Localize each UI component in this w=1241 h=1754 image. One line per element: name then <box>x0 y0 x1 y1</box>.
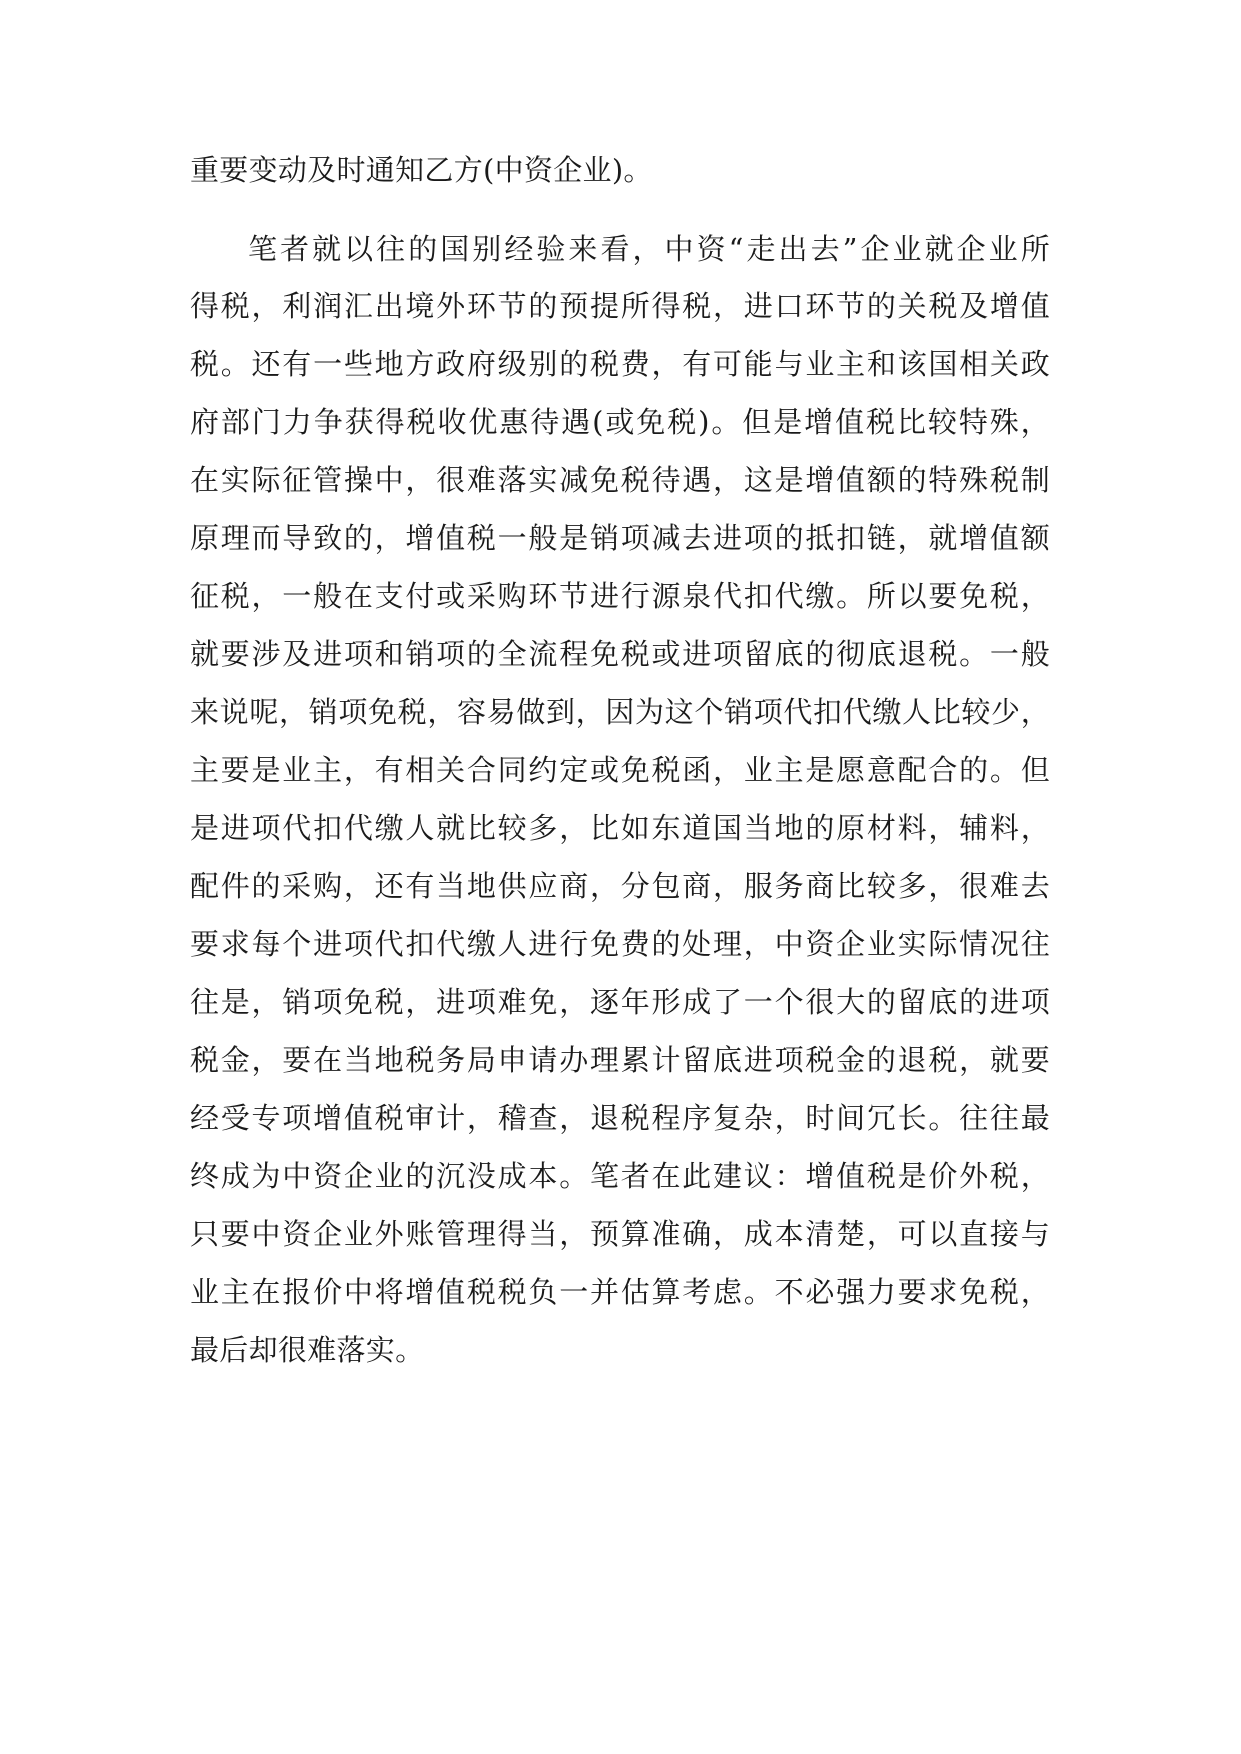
text-line: 终成为中资企业的沉没成本。笔者在此建议：增值税是价外税， <box>190 1159 1050 1193</box>
text-line: 只要中资企业外账管理得当，预算准确，成本清楚，可以直接与 <box>190 1217 1050 1251</box>
text-line: 是进项代扣代缴人就比较多，比如东道国当地的原材料，辅料， <box>190 811 1050 845</box>
text-line: 要求每个进项代扣代缴人进行免费的处理，中资企业实际情况往 <box>190 927 1050 961</box>
text-line: 经受专项增值税审计，稽查，退税程序复杂，时间冗长。往往最 <box>190 1101 1050 1135</box>
text-line: 业主在报价中将增值税税负一并估算考虑。不必强力要求免税， <box>190 1275 1050 1309</box>
text-line: 最后却很难落实。 <box>190 1333 425 1367</box>
text-line: 税。还有一些地方政府级别的税费，有可能与业主和该国相关政 <box>190 347 1050 381</box>
text-line: 主要是业主，有相关合同约定或免税函，业主是愿意配合的。但 <box>190 753 1050 787</box>
text-line: 来说呢，销项免税，容易做到，因为这个销项代扣代缴人比较少， <box>190 695 1050 729</box>
text-line: 府部门力争获得税收优惠待遇(或免税)。但是增值税比较特殊， <box>190 405 1050 439</box>
text-line: 原理而导致的，增值税一般是销项减去进项的抵扣链，就增值额 <box>190 521 1050 555</box>
text-line: 征税，一般在支付或采购环节进行源泉代扣代缴。所以要免税， <box>190 579 1050 613</box>
text-line: 税金，要在当地税务局申请办理累计留底进项税金的退税，就要 <box>190 1043 1050 1077</box>
text-line: 配件的采购，还有当地供应商，分包商，服务商比较多，很难去 <box>190 869 1050 903</box>
text-line: 就要涉及进项和销项的全流程免税或进项留底的彻底退税。一般 <box>190 637 1050 671</box>
text-line: 在实际征管操中，很难落实减免税待遇，这是增值额的特殊税制 <box>190 463 1050 497</box>
text-line: 笔者就以往的国别经验来看，中资“走出去”企业就企业所 <box>248 232 1050 266</box>
text-line: 往是，销项免税，进项难免，逐年形成了一个很大的留底的进项 <box>190 985 1050 1019</box>
text-line: 得税，利润汇出境外环节的预提所得税，进口环节的关税及增值 <box>190 289 1050 323</box>
text-line: 重要变动及时通知乙方(中资企业)。 <box>190 153 653 187</box>
